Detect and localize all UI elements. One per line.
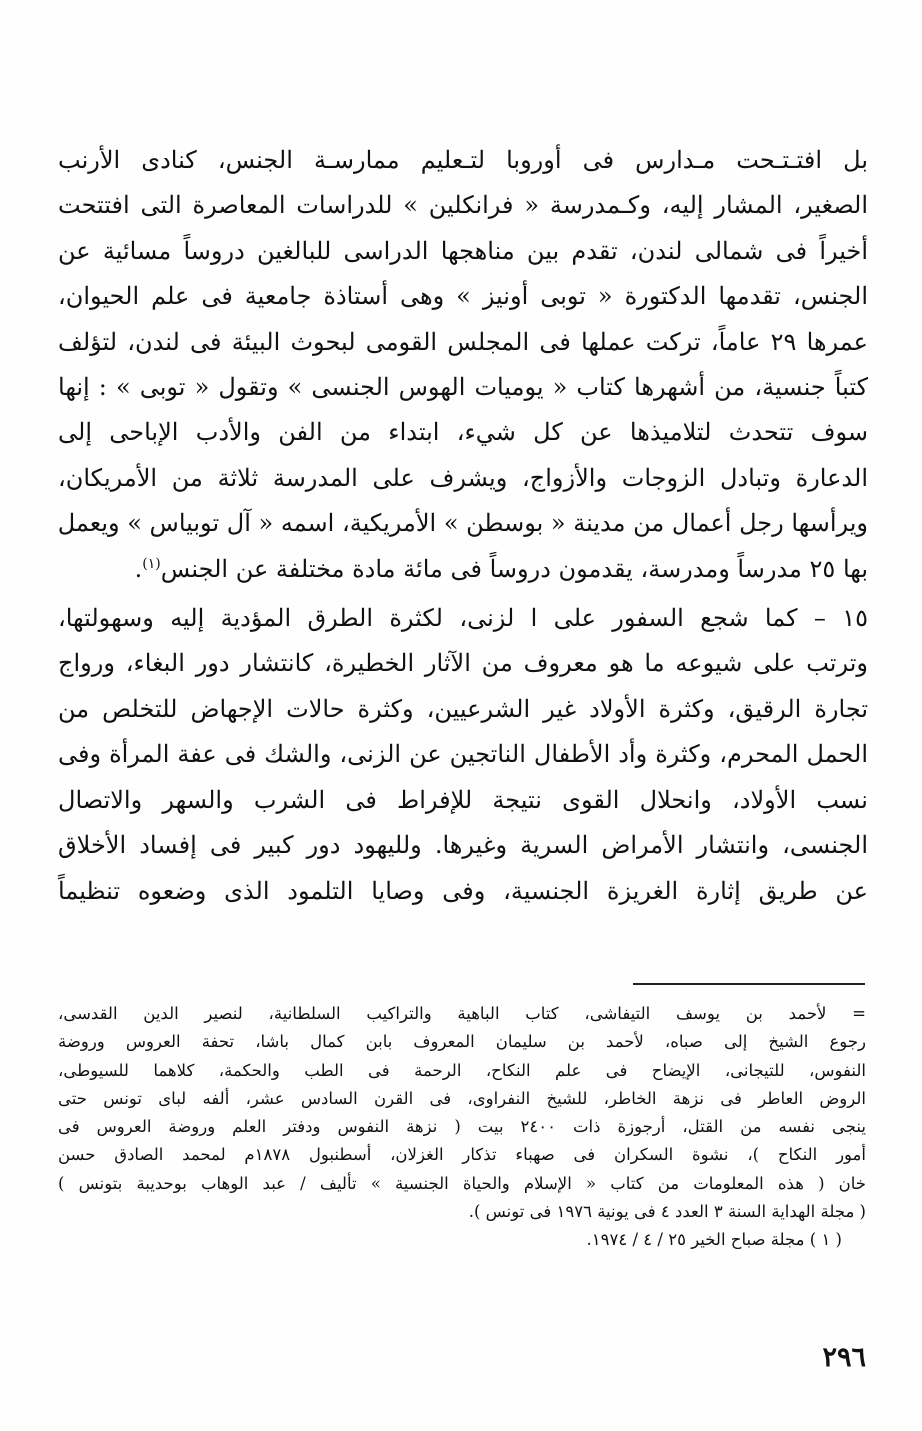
text-line: ١٥ – كما شجع السفور على ا لزنى، لكثرة الطرق المؤدية إليه وسهولتها، <box>58 604 868 633</box>
footnote-line: = لأحمد بن يوسف التيفاشى، كتاب الباهية والتراكيب السلطانية، لنصير الدين القدسى، <box>58 1004 866 1023</box>
text-line: أخيراً فى شمالى لندن، تقدم بين مناهجها الدراسى للبالغين دروساً مسائية عن <box>58 236 868 265</box>
text-line: الدعارة وتبادل الزوجات والأزواج، ويشرف على المدرسة ثلاثة من الأمريكان، <box>58 463 868 492</box>
footnote-separator <box>633 983 865 985</box>
paragraph-2 <box>58 596 868 914</box>
main-text <box>58 138 868 914</box>
text-line: كتباً جنسية، من أشهرها كتاب « يوميات الهوس الجنسى » وتقول « توبى » : إنها <box>58 373 868 402</box>
text-line: بل افتـتـحت مـدارس فى أوروبا لتـعليم ممارسـة الجنس، كنادى الأرنب <box>58 146 868 174</box>
text-line: نسب الأولاد، وانحلال القوى نتيجة للإفراط فى الشرب والسهر والاتصال <box>58 785 868 814</box>
text-line: الجنسى، وانتشار الأمراض السرية وغيرها. ولليهود دور كبير فى إفساد الأخلاق <box>58 831 868 860</box>
text-line: تجارة الرقيق، وكثرة الأولاد غير الشرعيين، وكثرة حالات الإجهاض للتخلص من <box>58 694 868 723</box>
footnote-line: ( ١ ) مجلة صباح الخير ٢٥ / ٤ / ١٩٧٤. <box>586 1230 842 1250</box>
footnote-line: الروض العاطر فى نزهة الخاطر، للشيخ النفراوى، فى القرن السادس عشر، ألفه لباى تونس حتى <box>58 1088 866 1108</box>
footnote-line: أمور النكاح )، نشوة السكران فى صهباء تذكار الغزلان، أسطنبول ١٨٧٨م لمحمد الصادق حسن <box>58 1145 866 1165</box>
footnote-1 <box>58 1226 866 1254</box>
text-line: سوف تتحدث لتلاميذها عن كل شيء، ابتداء من الفن والأدب الإباحى إلى <box>58 418 868 447</box>
footnote-line: النفوس، للتيجانى، الإيضاح فى علم النكاح، الرحمة فى الطب والحكمة، كلاهما للسيوطى، <box>58 1060 866 1080</box>
footnote-reference: (١) <box>142 555 161 572</box>
text-line: عن طريق إثارة الغريزة الجنسية، وفى وصايا التلمود الذى وضعوه تنظيماً <box>58 876 868 905</box>
text-line: الجنس، تقدمها الدكتورة « توبى أونيز » وهى أستاذة جامعية فى علم الحيوان، <box>58 282 868 311</box>
footnote-line: ينجى نفسه من القتل، أرجوزة ذات ٢٤٠٠ بيت ( نزهة النفوس ودفتر العلم وروضة العروس فى <box>58 1117 866 1137</box>
text-line-last <box>58 547 868 592</box>
footnote-line: خان ( هذه المعلومات من كتاب « الإسلام والحياة الجنسية » تأليف / عبد الوهاب بوحديبة بتونس ) <box>58 1173 866 1193</box>
footnote-continuation <box>58 1000 866 1226</box>
paragraph-1 <box>58 138 868 592</box>
footnote-line: رجوع الشيخ إلى صباه، لأحمد بن سليمان المعروف بابن كمال باشا، تحفة العروس وروضة <box>58 1032 866 1052</box>
paragraph-end-mark: . <box>134 554 143 583</box>
text-line: الصغير، المشار إليه، وكـمدرسة « فرانكلين » للدراسات المعاصرة التى افتتحت <box>58 191 868 220</box>
page-number: ٢٩٦ <box>822 1342 866 1373</box>
footnote-line: ( مجلة الهداية السنة ٣ العدد ٤ فى يونية ١٩٧٦ فى تونس ). <box>468 1202 866 1222</box>
text-line-content: بها ٢٥ مدرساً ومدرسة، يقدمون دروساً فى مائة مادة مختلفة عن الجنس <box>160 554 868 583</box>
text-line: عمرها ٢٩ عاماً، تركت عملها فى المجلس القومى لبحوث البيئة فى لندن، لتؤلف <box>58 327 868 356</box>
text-line: ويرأسها رجل أعمال من مدينة « بوسطن » الأمريكية، اسمه « آل توبياس » ويعمل <box>57 509 868 538</box>
text-line: الحمل المحرم، وكثرة وأد الأطفال الناتجين عن الزنى، والشك فى عفة المرأة وفى <box>58 740 868 769</box>
footnotes <box>58 1000 866 1255</box>
text-line: وترتب على شيوعه ما هو معروف من الآثار الخطيرة، كانتشار دور البغاء، ورواج <box>58 649 868 678</box>
